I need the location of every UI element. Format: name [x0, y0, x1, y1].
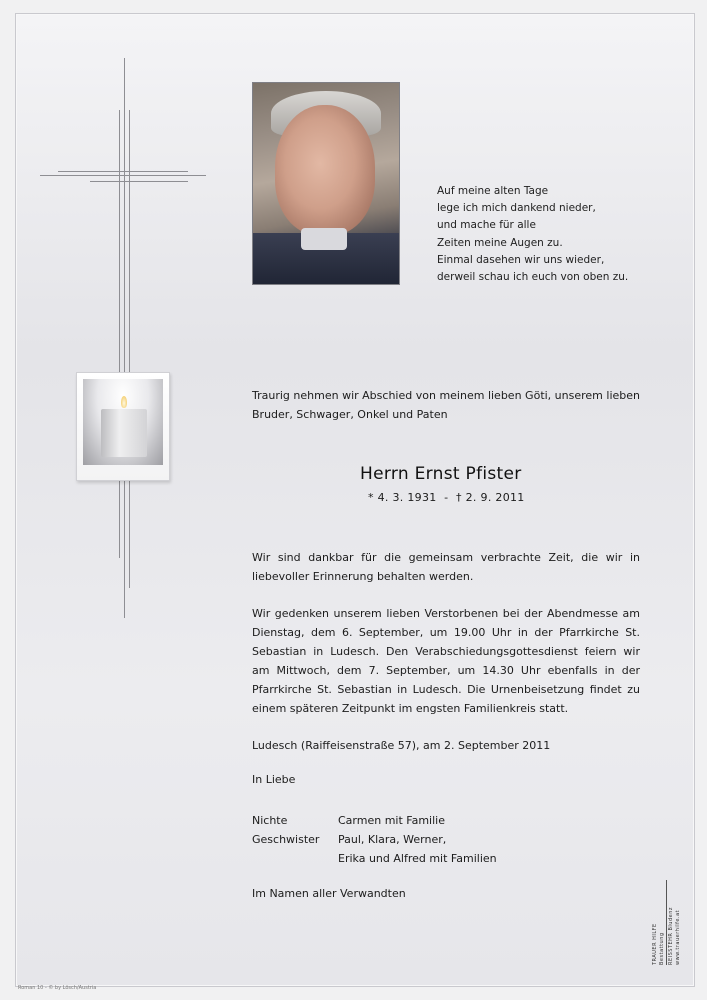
family-row: [252, 849, 497, 868]
logo-line: www.trauerhilfe.at: [675, 909, 681, 965]
poem-line: und mache für alle: [437, 219, 536, 232]
poem-line: Einmal dasehen wir uns wieder,: [437, 253, 605, 266]
family-value: Carmen mit Familie: [338, 814, 445, 827]
life-dates: * 4. 3. 1931 - † 2. 9. 2011: [368, 491, 525, 504]
poem-line: Auf meine alten Tage: [437, 185, 549, 197]
family-value: Erika und Alfred mit Familien: [338, 852, 497, 865]
portrait-photo: [252, 82, 400, 285]
logo-line: REISSTEHR Bludenz: [668, 906, 674, 965]
candle-icon: [101, 409, 147, 457]
place-date: Ludesch (Raiffeisenstraße 57), am 2. September 2011: [252, 739, 551, 752]
logo-line: Bestattung: [659, 932, 665, 965]
family-label: Nichte: [252, 814, 288, 827]
gratitude-paragraph: Wir sind dankbar für die gemeinsam verbrachte Zeit, die wir in liebevoller Erinnerung behalten werden.: [252, 551, 640, 583]
candle-image: [76, 372, 170, 481]
family-label: Geschwister: [252, 833, 320, 846]
deceased-name: Herrn Ernst Pfister: [360, 464, 522, 484]
in-liebe: In Liebe: [252, 773, 296, 786]
poem-line: lege ich mich dankend nieder,: [437, 202, 596, 215]
footer-credit: Roman 10 - © by Lösch/Austria: [18, 985, 97, 991]
service-paragraph: Wir gedenken unserem lieben Verstorbenen bei der Abendmesse am Dienstag, dem 6. September, um 19.00 Uhr in der Pfarrkirche St. Sebastian in Ludesch. Den Verabschiedungsgottesdienst feiern wir am Mittwoch, dem 7. September, um 14.30 Uhr ebenfalls in der Pfarrkirche St. Sebastian in Ludesch. Die Urnenbeisetzung findet zu einem späteren Zeitpunkt im engsten Familienkreis statt.: [252, 607, 640, 715]
logo-line: TRAUER HILFE: [652, 923, 658, 965]
family-row: [252, 830, 497, 849]
flame-icon: [121, 396, 127, 408]
poem-line: derweil schau ich euch von oben zu.: [437, 271, 629, 284]
poem-line: Zeiten meine Augen zu.: [437, 236, 563, 249]
intro-text: Traurig nehmen wir Abschied von meinem lieben Göti, unserem lieben Bruder, Schwager, Onkel und Paten: [252, 389, 640, 421]
family-row: [252, 811, 497, 830]
family-value: Paul, Klara, Werner,: [338, 833, 447, 846]
funeral-home-logo: [652, 870, 682, 965]
family-list: [252, 811, 497, 868]
poem: [437, 183, 628, 286]
family-label: [252, 849, 338, 868]
closing-text: Im Namen aller Verwandten: [252, 887, 406, 900]
